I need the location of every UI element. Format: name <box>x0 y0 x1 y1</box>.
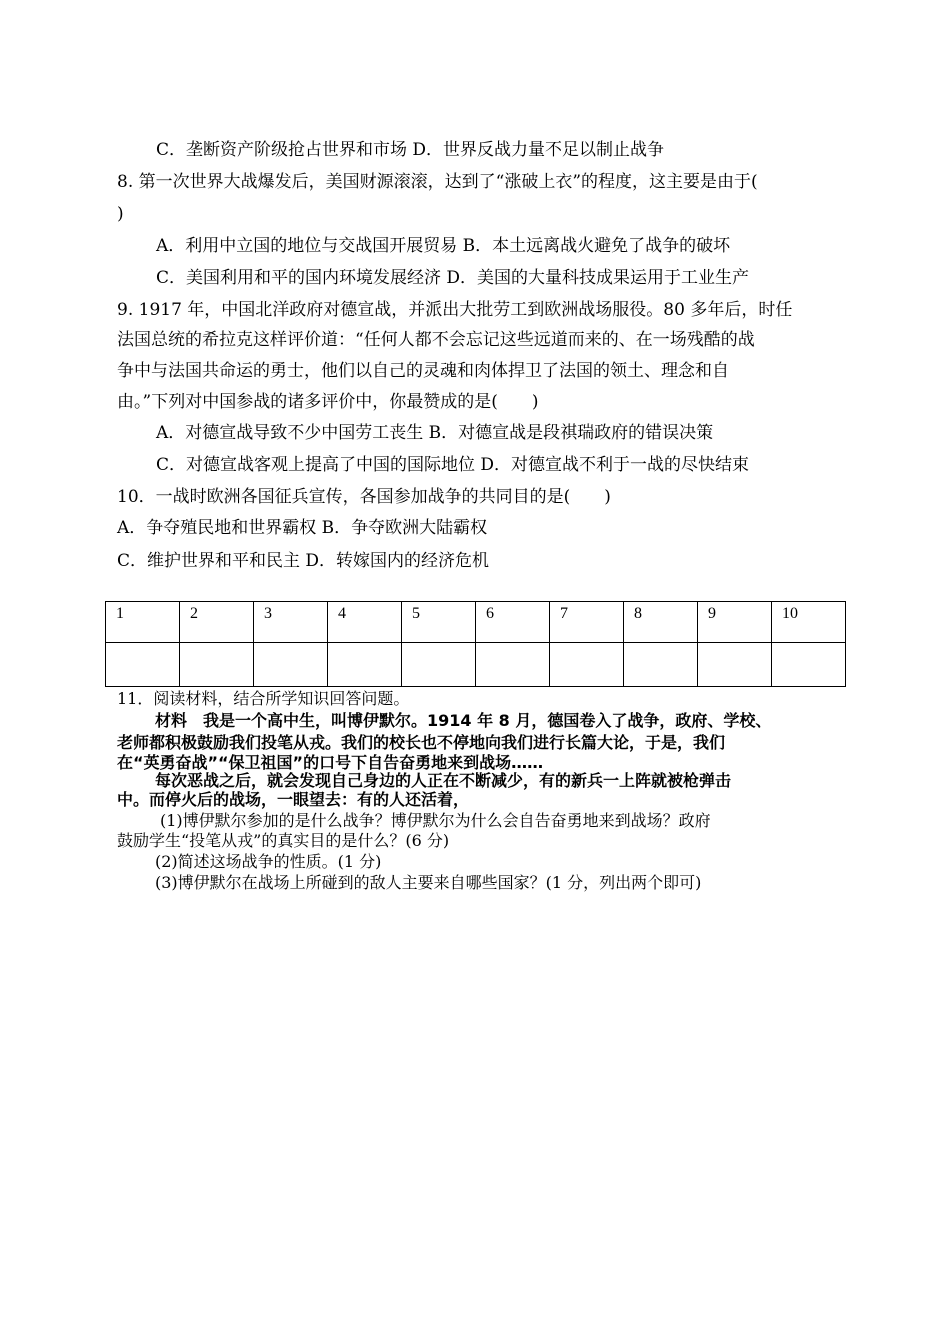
answer-table-header-cell: 9 <box>698 602 772 643</box>
answer-table-header-cell: 2 <box>180 602 254 643</box>
q11-sub3: (3)博伊默尔在战场上所碰到的敌人主要来自哪些国家？(1 分，列出两个即可) <box>155 873 702 892</box>
q7-option-cd: C．垄断资产阶级抢占世界和市场 D．世界反战力量不足以制止战争 <box>156 140 665 160</box>
answer-table <box>105 601 846 687</box>
q8-option-cd: C．美国利用和平的国内环境发展经济 D．美国的大量科技成果运用于工业生产 <box>156 268 750 288</box>
answer-cell[interactable] <box>698 643 772 687</box>
answer-table-header-cell: 1 <box>106 602 180 643</box>
q9-option-cd: C．对德宣战客观上提高了中国的国际地位 D．对德宣战不利于一战的尽快结束 <box>156 455 750 475</box>
answer-table-header-cell: 7 <box>550 602 624 643</box>
q11-material-line-2: 老师都积极鼓励我们投笔从戎。我们的校长也不停地向我们进行长篇大论，于是，我们 <box>117 733 726 752</box>
q10-stem: 10．一战时欧洲各国征兵宣传，各国参加战争的共同目的是( ) <box>117 487 611 507</box>
answer-table-header-cell: 4 <box>328 602 402 643</box>
q11-sub2: (2)简述这场战争的性质。(1 分) <box>155 852 382 871</box>
q10-option-cd: C．维护世界和平和民主 D．转嫁国内的经济危机 <box>117 551 490 571</box>
answer-table-answer-row <box>106 643 846 687</box>
q8-stem-line-2: ) <box>117 204 124 224</box>
q8-option-ab: A．利用中立国的地位与交战国开展贸易 B．本土远离战火避免了战争的破坏 <box>156 236 731 256</box>
answer-cell[interactable] <box>476 643 550 687</box>
q9-option-ab: A．对德宣战导致不少中国劳工丧生 B．对德宣战是段祺瑞政府的错误决策 <box>156 423 714 443</box>
answer-cell[interactable] <box>180 643 254 687</box>
answer-table-header-cell: 5 <box>402 602 476 643</box>
answer-table-header-cell: 10 <box>772 602 846 643</box>
answer-table-header-row <box>106 602 846 643</box>
answer-cell[interactable] <box>106 643 180 687</box>
answer-cell[interactable] <box>550 643 624 687</box>
answer-cell[interactable] <box>624 643 698 687</box>
answer-cell[interactable] <box>328 643 402 687</box>
answer-cell[interactable] <box>402 643 476 687</box>
answer-table-header-cell: 8 <box>624 602 698 643</box>
q9-stem-line-2: 法国总统的希拉克这样评价道：“任何人都不会忘记这些远道而来的、在一场残酷的战 <box>117 330 755 350</box>
q9-stem-line-1: 9. 1917 年，中国北洋政府对德宣战，并派出大批劳工到欧洲战场服役。80 多年后，时任 <box>117 300 793 320</box>
q8-stem-line-1: 8. 第一次世界大战爆发后，美国财源滚滚，达到了“涨破上衣”的程度，这主要是由于( <box>117 172 758 192</box>
q11-material-line-4: 每次恶战之后，就会发现自己身边的人正在不断减少，有的新兵一上阵就被枪弹击 <box>155 771 732 790</box>
q10-option-ab: A．争夺殖民地和世界霸权 B．争夺欧洲大陆霸权 <box>117 518 488 538</box>
q9-stem-line-3: 争中与法国共命运的勇士，他们以自己的灵魂和肉体捍卫了法国的领土、理念和自 <box>117 361 729 381</box>
answer-cell[interactable] <box>772 643 846 687</box>
q11-material-line-1: 材料 我是一个高中生，叫博伊默尔。1914 年 8 月，德国卷入了战争，政府、学校、 <box>155 711 772 730</box>
answer-table-header-cell: 3 <box>254 602 328 643</box>
q11-sub1-line-1: (1)博伊默尔参加的是什么战争？博伊默尔为什么会自告奋勇地来到战场？政府 <box>160 811 711 830</box>
answer-cell[interactable] <box>254 643 328 687</box>
q11-material-line-5: 中。而停火后的战场，一眼望去：有的人还活着， <box>117 790 470 809</box>
q11-sub1-line-2: 鼓励学生“投笔从戎”的真实目的是什么？(6 分) <box>117 831 450 850</box>
q11-material-line-3: 在“英勇奋战”“保卫祖国”的口号下自告奋勇地来到战场…… <box>117 753 544 772</box>
q9-stem-line-4: 由。”下列对中国参战的诸多评价中，你最赞成的是( ) <box>117 392 539 412</box>
q11-intro: 11．阅读材料，结合所学知识回答问题。 <box>117 689 410 708</box>
answer-table-header-cell: 6 <box>476 602 550 643</box>
